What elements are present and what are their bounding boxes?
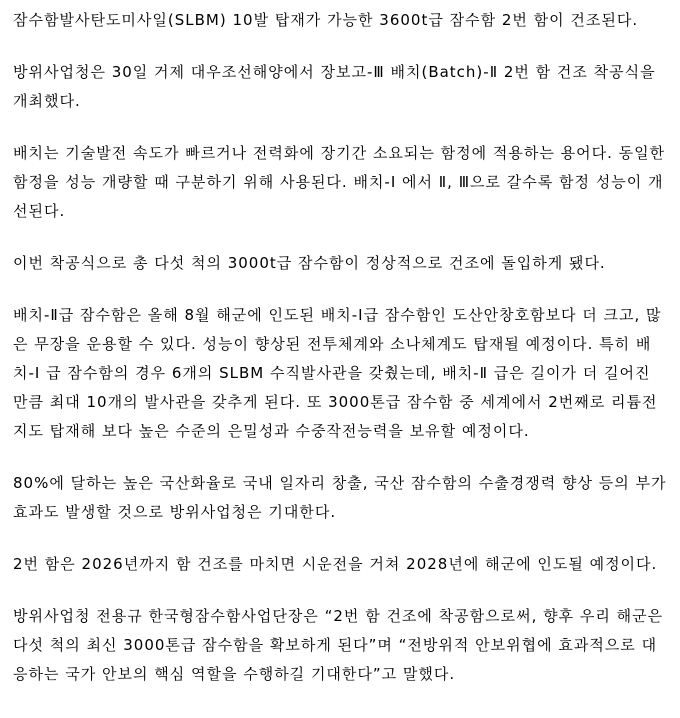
article-paragraph-2: 방위사업청은 30일 거제 대우조선해양에서 장보고-Ⅲ 배치(Batch)-Ⅱ 2번 함 건조 착공식을 개최했다. bbox=[13, 63, 656, 110]
article-paragraph-8: 방위사업청 전용규 한국형잠수함사업단장은 “2번 함 건조에 착공함으로써, 향후 우리 해군은 다섯 척의 최신 3000톤급 잠수함을 확보하게 된다”며 “전방위적 안보위협에 효과적으로 대응하는 국가 안보의 핵심 역할을 수행하길 기대한다”고 말했다. bbox=[13, 607, 664, 683]
article-paragraph-7: 2번 함은 2026년까지 함 건조를 마치면 시운전을 거쳐 2028년에 해군에 인도될 예정이다. bbox=[13, 555, 658, 573]
article-paragraph-3: 배치는 기술발전 속도가 빠르거나 전력화에 장기간 소요되는 함정에 적용하는 용어다. 동일한 함정을 성능 개량할 때 구분하기 위해 사용된다. 배치-Ⅰ 에서 Ⅱ, Ⅲ으로 갈수록 함정 성능이 개선된다. bbox=[13, 144, 666, 220]
article-paragraph-1: 잠수함발사탄도미사일(SLBM) 10발 탑재가 가능한 3600t급 잠수함 2번 함이 건조된다. bbox=[13, 11, 639, 29]
article-paragraph-4: 이번 착공식으로 총 다섯 척의 3000t급 잠수함이 정상적으로 건조에 돌입하게 됐다. bbox=[13, 254, 606, 272]
article-paragraph-5: 배치-Ⅱ급 잠수함은 올해 8월 해군에 인도된 배치-Ⅰ급 잠수함인 도산안창호함보다 더 크고, 많은 무장을 운용할 수 있다. 성능이 향상된 전투체계와 소나체계도 탑재될 예정이다. 특히 배치-Ⅰ 급 잠수함의 경우 6개의 SLBM 수직발사관을 갖췄는데, 배치-Ⅱ 급은 길이가 더 길어진 만큼 최대 10개의 발사관을 갖추게 된다. 또 3000톤급 잠수함 중 세계에서 2번째로 리튬전지도 탑재해 보다 높은 수준의 은밀성과 수중작전능력을 보유할 예정이다. bbox=[13, 306, 662, 440]
article-paragraph-6: 80%에 달하는 높은 국산화율로 국내 일자리 창출, 국산 잠수함의 수출경쟁력 향상 등의 부가효과도 발생할 것으로 방위사업청은 기대한다. bbox=[13, 474, 667, 521]
